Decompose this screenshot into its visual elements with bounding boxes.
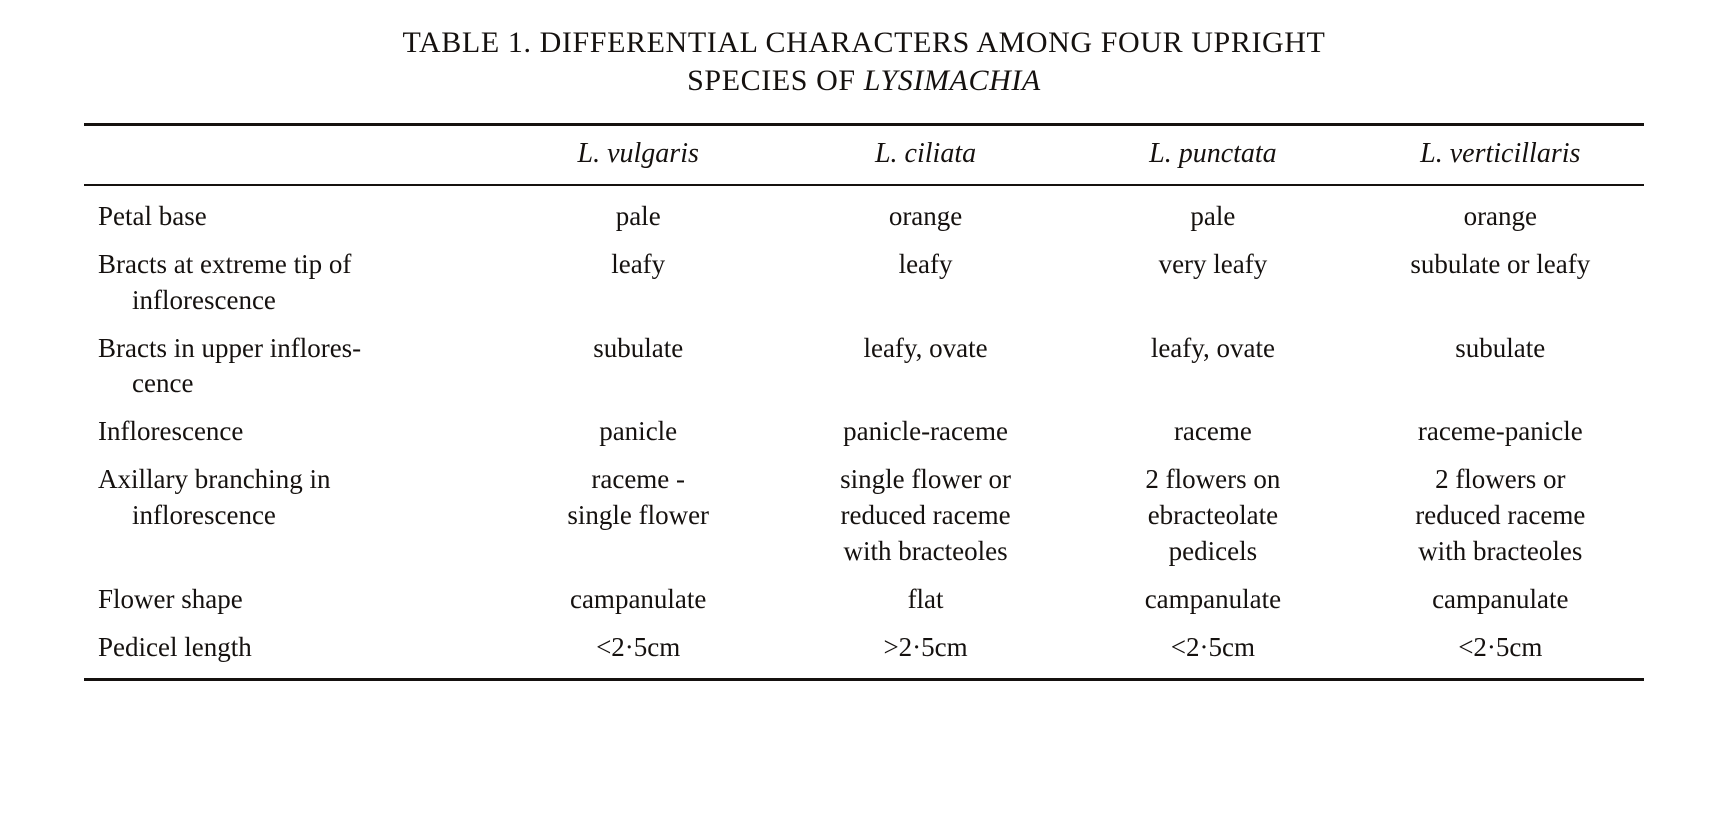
table-container — [84, 123, 1644, 681]
column-header-characters — [84, 124, 495, 185]
caption-line-1: TABLE 1. DIFFERENTIAL CHARACTERS AMONG FOUR UPRIGHT — [402, 26, 1326, 59]
table-cell — [495, 185, 782, 241]
cell-line: panicle-raceme — [843, 416, 1008, 447]
cell-line: raceme — [1173, 416, 1252, 447]
table-cell — [495, 408, 782, 456]
column-header-l-verticillaris: L. verticillaris — [1357, 124, 1644, 185]
row-label-line: cence — [132, 368, 194, 399]
table-cell — [495, 456, 782, 576]
cell-line: reduced raceme — [840, 500, 1011, 531]
table-cell — [1357, 456, 1644, 576]
table-cell — [782, 241, 1069, 325]
table-cell — [782, 456, 1069, 576]
table-cell — [495, 576, 782, 624]
table-row — [84, 185, 1644, 241]
cell-line: subulate or leafy — [1410, 248, 1591, 279]
table-cell — [1069, 456, 1356, 576]
caption-line-2-prefix: SPECIES OF — [687, 64, 864, 98]
table-row — [84, 408, 1644, 456]
document-page — [0, 24, 1728, 837]
table-cell — [495, 624, 782, 672]
cell-line: orange — [888, 200, 963, 231]
cell-line: panicle — [599, 416, 678, 447]
table-cell — [1357, 241, 1644, 325]
cell-line: reduced raceme — [1415, 500, 1586, 531]
table-cell — [495, 325, 782, 409]
row-label-line: Petal base — [98, 200, 207, 231]
table-header-row — [84, 124, 1644, 185]
cell-line: subulate — [593, 332, 684, 363]
table-cell — [1069, 185, 1356, 241]
cell-line: <2·5cm — [596, 631, 681, 662]
cell-line: leafy — [898, 248, 953, 279]
table-cell — [1357, 408, 1644, 456]
table-cell — [782, 624, 1069, 672]
row-label-line: Pedicel length — [98, 631, 252, 662]
row-label — [84, 456, 495, 576]
cell-line: flat — [907, 583, 944, 614]
table-cell — [1069, 624, 1356, 672]
table-cell — [1357, 325, 1644, 409]
cell-line: leafy — [611, 248, 666, 279]
row-label — [84, 241, 495, 325]
table-cell — [782, 576, 1069, 624]
cell-line: pale — [1190, 200, 1236, 231]
table-body — [84, 185, 1644, 672]
cell-line: leafy, ovate — [1150, 332, 1275, 363]
cell-line: pedicels — [1168, 536, 1258, 567]
row-label — [84, 624, 495, 672]
cell-line: campanulate — [569, 583, 707, 614]
cell-line: ebracteolate — [1147, 500, 1279, 531]
table-caption — [214, 24, 1514, 101]
table-row — [84, 325, 1644, 409]
row-label-line: Bracts in upper inflores- — [98, 332, 362, 363]
cell-line: leafy, ovate — [863, 332, 988, 363]
cell-line: with bracteoles — [843, 536, 1008, 567]
cell-line: raceme-panicle — [1417, 416, 1583, 447]
table-cell — [1069, 241, 1356, 325]
table-cell — [782, 185, 1069, 241]
table-header — [84, 124, 1644, 185]
row-label — [84, 408, 495, 456]
table-cell — [1357, 185, 1644, 241]
table-cell — [782, 325, 1069, 409]
cell-line: 2 flowers on — [1145, 464, 1281, 495]
cell-line: orange — [1463, 200, 1538, 231]
cell-line: campanulate — [1144, 583, 1282, 614]
caption-line-2 — [214, 62, 1514, 100]
cell-line: pale — [615, 200, 661, 231]
table-cell — [1357, 576, 1644, 624]
table-row — [84, 576, 1644, 624]
row-label-line: inflorescence — [132, 500, 276, 531]
cell-line: raceme - — [591, 464, 686, 495]
table-cell — [1357, 624, 1644, 672]
cell-line: subulate — [1455, 332, 1546, 363]
row-label — [84, 576, 495, 624]
row-label-line: Flower shape — [98, 583, 243, 614]
table-row — [84, 456, 1644, 576]
cell-line: single flower or — [840, 464, 1012, 495]
row-label — [84, 185, 495, 241]
table-cell — [782, 408, 1069, 456]
cell-line: <2·5cm — [1170, 631, 1256, 662]
table-cell — [495, 241, 782, 325]
table-cell — [1069, 408, 1356, 456]
table-row — [84, 241, 1644, 325]
table-bottom-rule — [84, 678, 1644, 681]
row-label-line: Inflorescence — [98, 416, 244, 447]
column-header-l-punctata: L. punctata — [1069, 124, 1356, 185]
column-header-l-ciliata: L. ciliata — [782, 124, 1069, 185]
caption-genus-name: LYSIMACHIA — [863, 64, 1041, 98]
cell-line: campanulate — [1432, 583, 1569, 614]
cell-line: >2·5cm — [883, 631, 968, 662]
cell-line: very leafy — [1158, 248, 1268, 279]
row-label — [84, 325, 495, 409]
cell-line: 2 flowers or — [1435, 464, 1566, 495]
row-label-line: inflorescence — [132, 284, 276, 315]
cell-line: with bracteoles — [1418, 536, 1583, 567]
row-label-line: Axillary branching in — [98, 464, 331, 495]
table-cell — [1069, 576, 1356, 624]
cell-line: single flower — [567, 500, 710, 531]
cell-line: <2·5cm — [1458, 631, 1543, 662]
differential-characters-table — [84, 123, 1644, 672]
table-cell — [1069, 325, 1356, 409]
column-header-l-vulgaris: L. vulgaris — [495, 124, 782, 185]
table-row — [84, 624, 1644, 672]
row-label-line: Bracts at extreme tip of — [98, 248, 352, 279]
